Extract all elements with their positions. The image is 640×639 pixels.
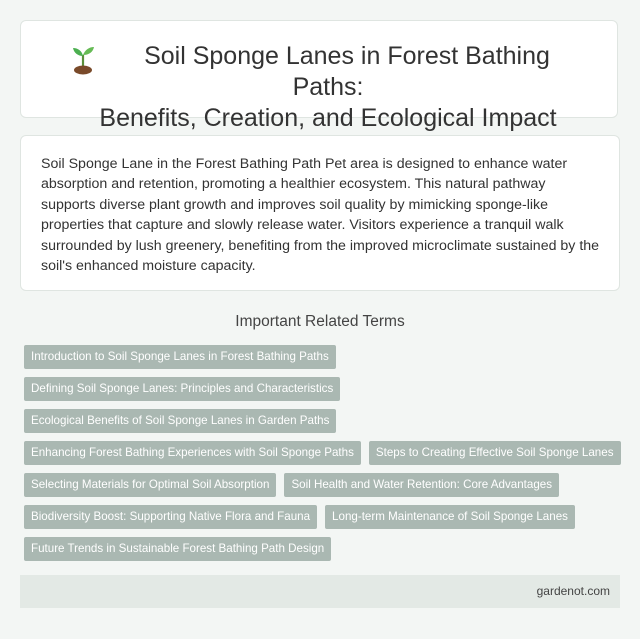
related-term-tag[interactable]: Ecological Benefits of Soil Sponge Lanes in Garden Paths	[24, 409, 336, 433]
related-term-tag[interactable]: Enhancing Forest Bathing Experiences with Soil Sponge Paths	[24, 441, 361, 465]
related-term-tag[interactable]: Biodiversity Boost: Supporting Native Flora and Fauna	[24, 505, 317, 529]
summary-card	[20, 135, 620, 291]
related-term-tag[interactable]: Future Trends in Sustainable Forest Bathing Path Design	[24, 537, 331, 561]
related-term-tag[interactable]: Soil Health and Water Retention: Core Advantages	[284, 473, 559, 497]
related-term-tag[interactable]: Selecting Materials for Optimal Soil Absorption	[24, 473, 276, 497]
related-terms-heading: Important Related Terms	[235, 313, 405, 330]
related-terms-list	[24, 345, 624, 561]
title-line-1: Soil Sponge Lanes in Forest Bathing Paths:	[144, 42, 550, 101]
page-title	[68, 41, 588, 134]
summary-text: Soil Sponge Lane in the Forest Bathing Path Pet area is designed to enhance water absorption and retention, promoting a healthier ecosystem. This natural pathway supports diverse plant growth and improves soil quality by mimicking sponge-like properties that capture and slowly release water. Visitors experience a tranquil walk surrounded by lush greenery, benefiting from the improved microclimate sustained by the soil's enhanced moisture capacity.	[41, 156, 600, 275]
related-term-tag[interactable]: Defining Soil Sponge Lanes: Principles and Characteristics	[24, 377, 340, 401]
related-term-tag[interactable]: Introduction to Soil Sponge Lanes in Forest Bathing Paths	[24, 345, 336, 369]
footer-site-link[interactable]: gardenot.com	[536, 584, 610, 598]
footer	[20, 575, 620, 608]
title-line-2: Benefits, Creation, and Ecological Impact	[99, 104, 557, 132]
related-term-tag[interactable]: Long-term Maintenance of Soil Sponge Lanes	[325, 505, 575, 529]
related-term-tag[interactable]: Steps to Creating Effective Soil Sponge Lanes	[369, 441, 621, 465]
